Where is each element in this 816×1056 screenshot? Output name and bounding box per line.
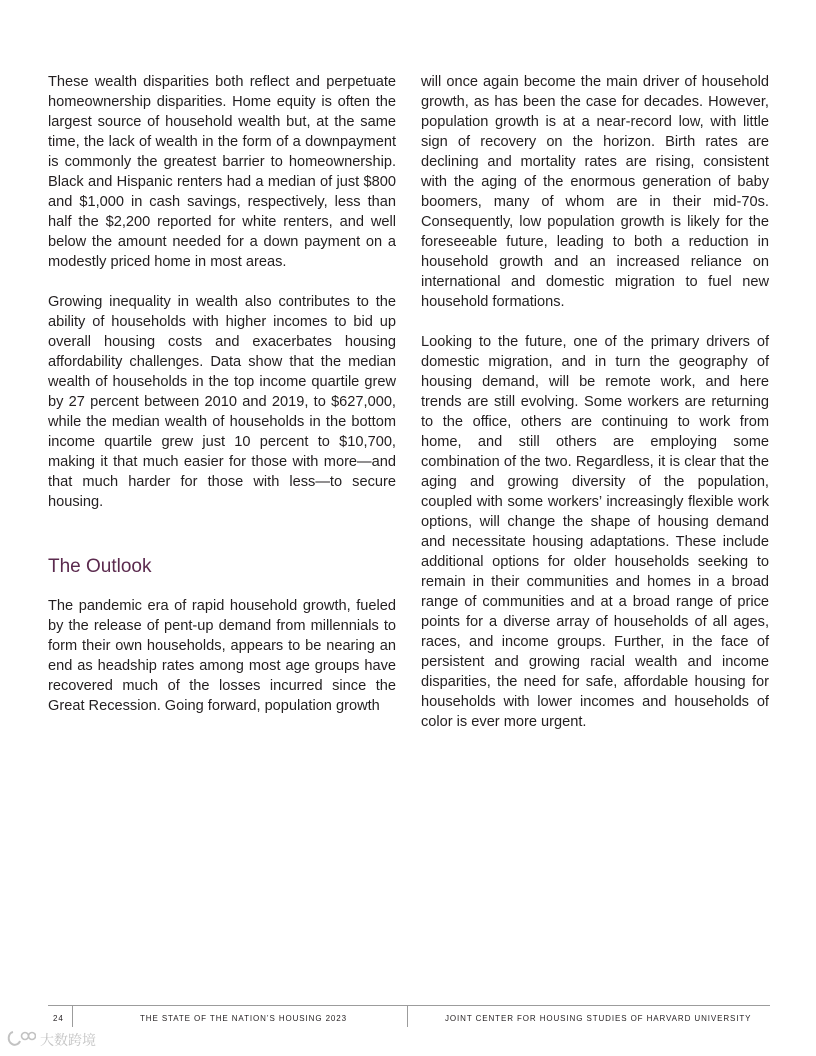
footer-rule	[48, 1005, 770, 1006]
footer-divider-left	[72, 1005, 73, 1027]
footer-divider-middle	[407, 1005, 408, 1027]
left-column	[48, 72, 396, 716]
paragraph-looking-to-future: Looking to the future, one of the primary drivers of domestic migration, and in turn the geography of housing demand, will be remote work, and here trends are still evolving. Some workers are returning to the office, others are continuing to work from home, and still others are employing some combination of the two. Regardless, it is clear that the aging and growing diversity of the population, coupled with some workers’ increasingly flexible work options, will change the shape of housing demand and necessitate housing adaptations. These include additional options for older households seeking to remain in their communities and homes in a broad range of communities and at a broad range of price points for a diverse array of households of all ages, races, and income groups. Further, in the face of persistent and growing racial wealth and income disparities, the need for safe, affordable housing for households with lower incomes and households of color is ever more urgent.	[421, 334, 769, 730]
page-number: 24	[53, 1014, 64, 1023]
paragraph-wealth-disparities: These wealth disparities both reflect and perpetuate homeownership disparities. Home equity is often the largest source of household wealth but, at the same time, the lack of wealth in the form of a downpayment is commonly the greatest barrier to homeownership. Black and Hispanic renters had a median of just $800 and $1,000 in cash savings, respectively, less than half the $2,200 reported for white renters, and well below the amount needed for a down payment on a modestly priced home in most areas.	[48, 74, 396, 270]
watermark	[6, 1030, 96, 1050]
right-column	[421, 72, 769, 732]
paragraph-population-growth: will once again become the main driver of household growth, as has been the case for decades. However, population growth is at a near-record low, with little sign of recovery on the horizon. Birth rates are declining and mortality rates are rising, consistent with the aging of the enormous generation of baby boomers, many of whom are in their mid-70s. Consequently, low population growth is likely for the foreseeable future, leading to both a reduction in household growth and an increased reliance on international and domestic migration to fuel new household formations.	[421, 74, 769, 310]
footer-organization: JOINT CENTER FOR HOUSING STUDIES OF HARVARD UNIVERSITY	[445, 1014, 752, 1023]
watermark-logo-icon	[6, 1029, 36, 1052]
section-heading-outlook: The Outlook	[48, 556, 152, 577]
paragraph-pandemic-era: The pandemic era of rapid household growth, fueled by the release of pent-up demand from millennials to form their own households, appears to be nearing an end as headship rates among most age groups have recovered much of the losses incurred since the Great Recession. Going forward, population growth	[48, 598, 396, 714]
watermark-text: 大数跨境	[40, 1032, 96, 1048]
paragraph-growing-inequality: Growing inequality in wealth also contributes to the ability of households with higher incomes to bid up overall housing costs and exacerbates housing affordability challenges. Data show that the median wealth of households in the top income quartile grew by 27 percent between 2010 and 2019, to $627,000, while the median wealth of households in the bottom income quartile grew just 10 percent to $10,700, making it that much easier for those with more—and that much harder for those with less—to secure housing.	[48, 294, 396, 510]
footer-report-title: THE STATE OF THE NATION’S HOUSING 2023	[140, 1014, 347, 1023]
